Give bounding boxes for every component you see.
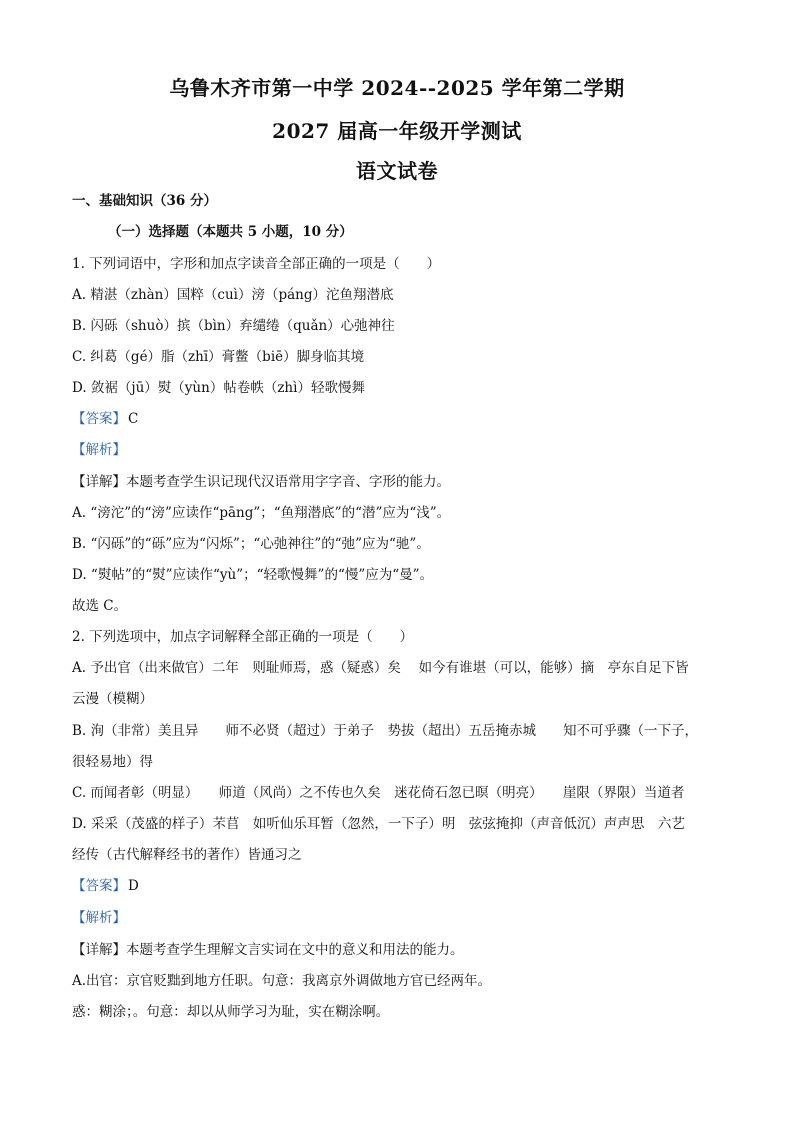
exam-school-title: 乌鲁木齐市第一中学 2024--2025 学年第二学期: [169, 76, 625, 100]
question-1-option-d: D. 敛裾（jū）熨（yùn）帖卷帙（zhì）轻歌慢舞: [72, 380, 365, 396]
analysis-label: 【解析】: [72, 442, 126, 458]
detail-text: 本题考查学生识记现代汉语常用字字音、字形的能力。: [126, 474, 450, 490]
answer-label: 【答案】: [72, 878, 126, 894]
exam-subject-title: 语文试卷: [356, 159, 438, 183]
explain-1-a: A. “滂沱”的“滂”应读作“pāng”；“鱼翔潜底”的“潜”应为“浅”。: [72, 505, 451, 521]
answer-label: 【答案】: [72, 411, 126, 427]
answer-1: [72, 409, 732, 429]
question-2-option-c: C. 而闻者彰（明显） 师道（风尚）之不传也久矣 迷花倚石忽已暝（明亮） 崖限（界限）当道者: [72, 785, 685, 801]
detail-text: 本题考查学生理解文言实词在文中的意义和用法的能力。: [126, 942, 464, 958]
detail-2: [72, 940, 732, 960]
question-2-stem: 2. 下列选项中，加点字词解释全部正确的一项是（ ）: [72, 629, 414, 645]
subsection-heading: （一）选择题（本题共 5 小题，10 分）: [108, 224, 353, 240]
analysis-1: [72, 440, 732, 460]
detail-label: 【详解】: [72, 474, 126, 490]
explain-2-a: A.出官：京官贬黜到地方任职。句意：我离京外调做地方官已经两年。: [72, 973, 492, 989]
explain-2-b: 惑：糊涂；。句意：却以从师学习为耻，实在糊涂啊。: [72, 1004, 390, 1020]
section-heading: 一、基础知识（36 分）: [72, 193, 217, 209]
detail-label: 【详解】: [72, 942, 126, 958]
answer-value: D: [128, 878, 139, 894]
question-2-option-d-cont: 经传（古代解释经书的著作）皆通习之: [72, 847, 302, 863]
question-2-option-d: D. 采采（茂盛的样子）芣苢 如听仙乐耳暂（忽然，一下子）明 弦弦掩抑（声音低沉）声声思 六艺: [72, 816, 685, 832]
question-1-option-b: B. 闪砾（shuò）摈（bìn）弃缱绻（quǎn）心弛神往: [72, 318, 395, 334]
detail-1: [72, 472, 732, 492]
analysis-label: 【解析】: [72, 910, 126, 926]
explain-1-conclusion: 故选 C。: [72, 598, 128, 614]
answer-value: C: [128, 411, 139, 427]
question-1-option-c: C. 纠葛（gé）脂（zhī）膏鳖（biē）脚身临其境: [72, 349, 365, 365]
question-2-option-b: B. 洵（非常）美且异 师不必贤（超过）于弟子 势拔（超出）五岳掩赤城 知不可乎骤（一下子，: [72, 723, 699, 739]
question-1-stem: 1. 下列词语中，字形和加点字读音全部正确的一项是（ ）: [72, 256, 441, 272]
question-2-option-a-cont: 云漫（模糊）: [72, 691, 153, 707]
question-2-option-a: A. 予出官（出来做官）二年 则耻师焉，惑（疑惑）矣 如今有谁堪（可以，能够）摘 亭东自足下皆: [72, 660, 689, 676]
answer-2: [72, 876, 732, 896]
analysis-2: [72, 908, 732, 928]
explain-1-b: B. “闪砾”的“砾”应为“闪烁”；“心弛神往”的“弛”应为“驰”。: [72, 536, 430, 552]
question-2-option-b-cont: 很轻易地）得: [72, 754, 153, 770]
exam-grade-title: 2027 届高一年级开学测试: [272, 119, 522, 143]
question-1-option-a: A. 精湛（zhàn）国粹（cuì）滂（páng）沱鱼翔潜底: [72, 287, 394, 303]
explain-1-d: D. “熨帖”的“熨”应读作“yù”；“轻歌慢舞”的“慢”应为“曼”。: [72, 567, 434, 583]
